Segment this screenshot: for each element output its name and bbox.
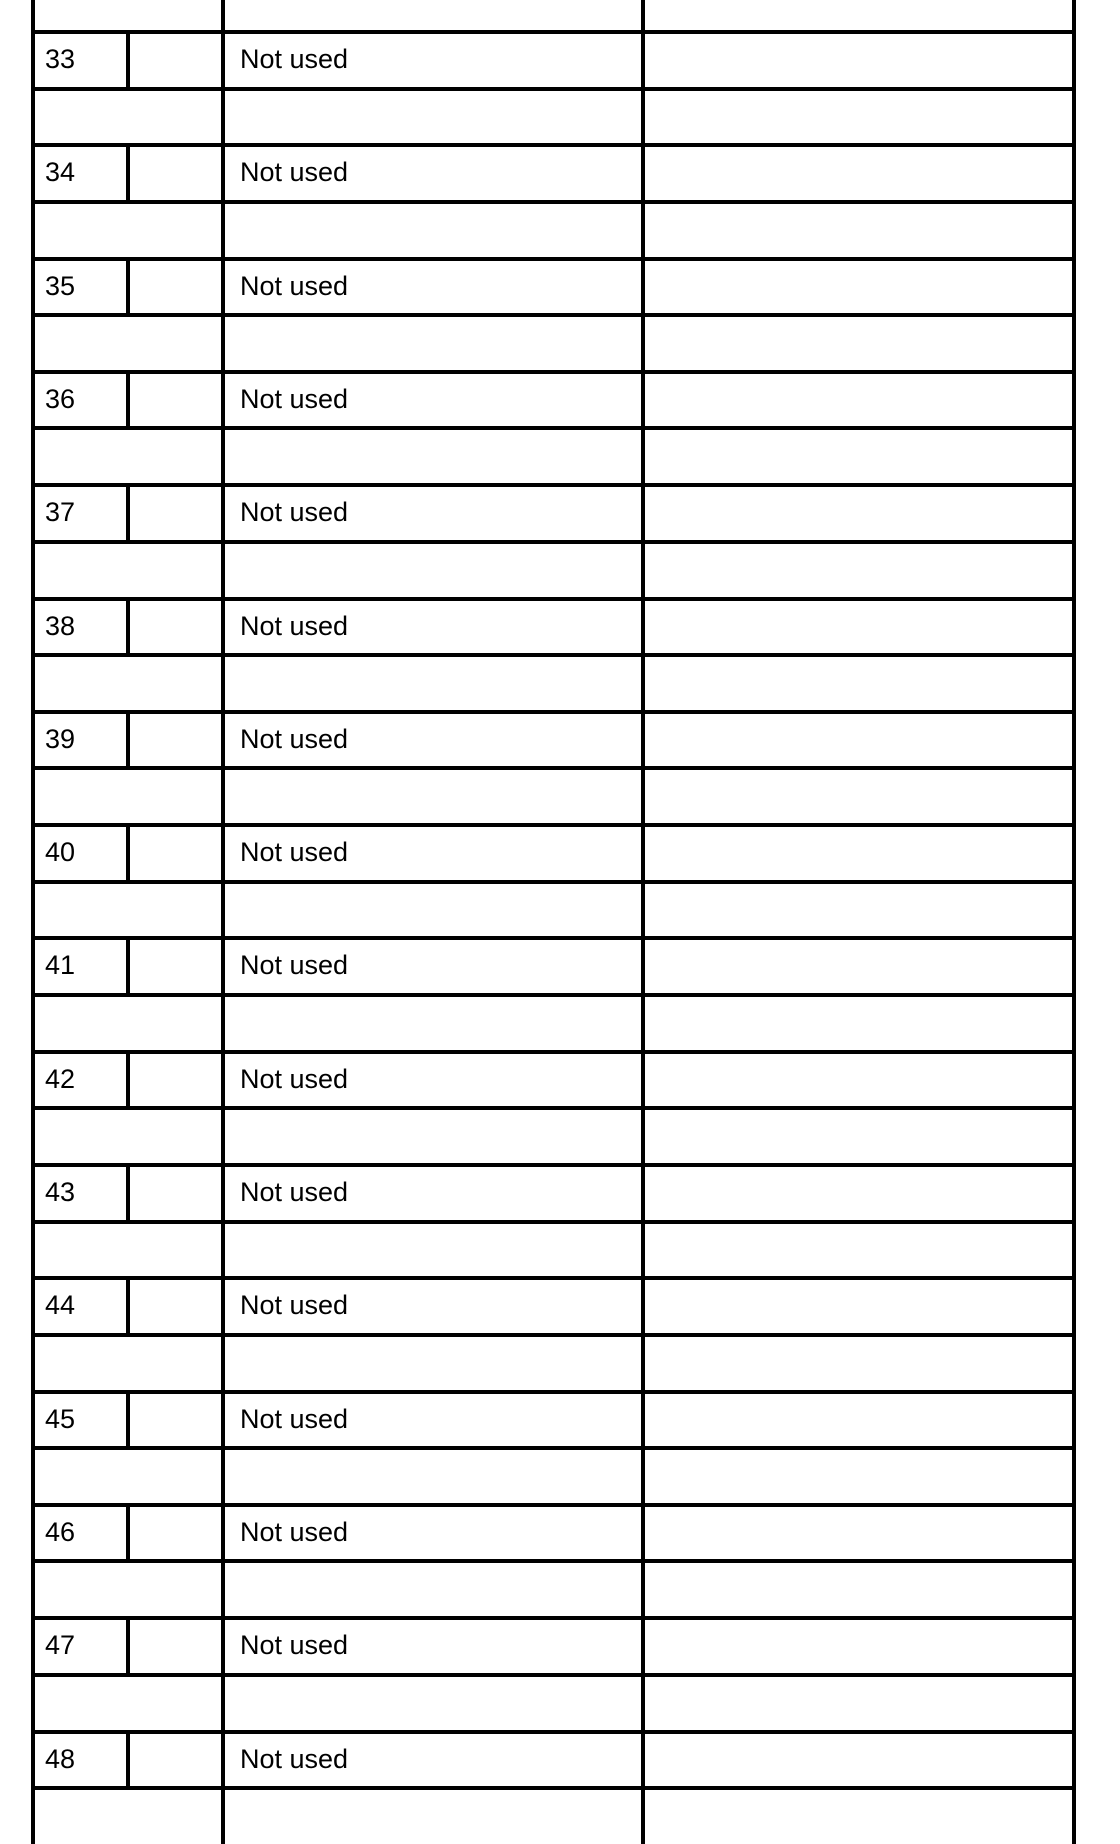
row-border — [31, 653, 1076, 657]
column-divider-number — [126, 712, 130, 769]
row-description: Not used — [240, 271, 349, 301]
row-border — [31, 370, 1076, 374]
row-border — [31, 710, 1076, 714]
row-number: 37 — [45, 497, 76, 527]
column-divider-number — [126, 1732, 130, 1789]
row-number: 40 — [45, 837, 76, 867]
row-number: 45 — [45, 1404, 76, 1434]
column-divider-number — [126, 1618, 130, 1675]
row-border — [31, 200, 1076, 204]
column-divider-remarks — [641, 0, 645, 1844]
row-description: Not used — [240, 950, 349, 980]
row-description: Not used — [240, 1744, 349, 1774]
row-border — [31, 1446, 1076, 1450]
row-border — [31, 823, 1076, 827]
row-border — [31, 1220, 1076, 1224]
row-number: 41 — [45, 950, 76, 980]
row-border — [31, 1276, 1076, 1280]
row-border — [31, 1106, 1076, 1110]
row-border — [31, 1333, 1076, 1337]
row-border — [31, 30, 1076, 34]
column-divider-number — [126, 1505, 130, 1562]
column-divider-number — [126, 938, 130, 995]
column-divider-number — [126, 1165, 130, 1222]
row-border — [31, 766, 1076, 770]
row-description: Not used — [240, 611, 349, 641]
row-border — [31, 313, 1076, 317]
row-number: 44 — [45, 1290, 76, 1320]
row-border — [31, 936, 1076, 940]
row-number: 35 — [45, 271, 76, 301]
row-description: Not used — [240, 724, 349, 754]
row-description: Not used — [240, 497, 349, 527]
row-description: Not used — [240, 384, 349, 414]
row-border — [31, 1050, 1076, 1054]
column-divider-description — [221, 0, 225, 1844]
row-description: Not used — [240, 837, 349, 867]
column-divider-number — [126, 1392, 130, 1449]
row-description: Not used — [240, 44, 349, 74]
row-description: Not used — [240, 1404, 349, 1434]
row-border — [31, 993, 1076, 997]
table-border-left — [31, 0, 35, 1844]
row-border — [31, 426, 1076, 430]
row-number: 38 — [45, 611, 76, 641]
row-border — [31, 1503, 1076, 1507]
row-border — [31, 87, 1076, 91]
row-border — [31, 1730, 1076, 1734]
row-border — [31, 880, 1076, 884]
column-divider-number — [126, 145, 130, 202]
column-divider-number — [126, 372, 130, 429]
row-description: Not used — [240, 1064, 349, 1094]
column-divider-number — [126, 32, 130, 89]
row-border — [31, 1559, 1076, 1563]
row-number: 48 — [45, 1744, 76, 1774]
row-description: Not used — [240, 1517, 349, 1547]
column-divider-number — [126, 1052, 130, 1109]
row-border — [31, 1616, 1076, 1620]
row-number: 34 — [45, 157, 76, 187]
row-border — [31, 1786, 1076, 1790]
row-number: 46 — [45, 1517, 76, 1547]
row-number: 39 — [45, 724, 76, 754]
column-divider-number — [126, 485, 130, 542]
row-border — [31, 257, 1076, 261]
row-number: 33 — [45, 44, 76, 74]
row-number: 42 — [45, 1064, 76, 1094]
row-number: 43 — [45, 1177, 76, 1207]
row-description: Not used — [240, 1177, 349, 1207]
column-divider-number — [126, 599, 130, 656]
row-border — [31, 597, 1076, 601]
row-description: Not used — [240, 157, 349, 187]
column-divider-number — [126, 259, 130, 316]
column-divider-number — [126, 1278, 130, 1335]
row-border — [31, 1163, 1076, 1167]
row-border — [31, 143, 1076, 147]
row-border — [31, 540, 1076, 544]
row-description: Not used — [240, 1290, 349, 1320]
column-divider-number — [126, 825, 130, 882]
row-description: Not used — [240, 1630, 349, 1660]
row-border — [31, 1390, 1076, 1394]
row-border — [31, 1673, 1076, 1677]
table-border-right — [1072, 0, 1076, 1844]
row-number: 36 — [45, 384, 76, 414]
row-number: 47 — [45, 1630, 76, 1660]
row-border — [31, 483, 1076, 487]
